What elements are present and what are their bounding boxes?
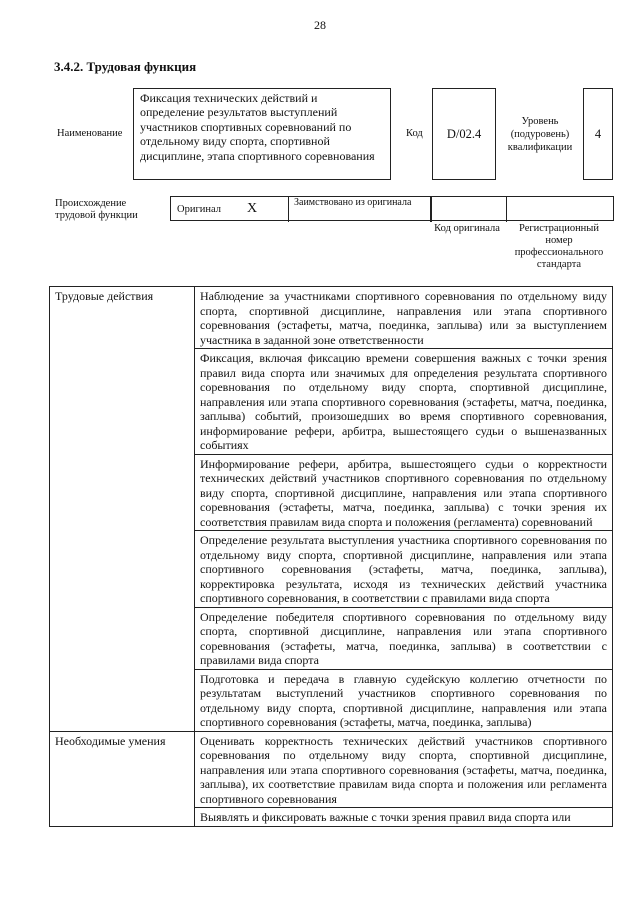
borrowed-label: Заимствовано из оригинала <box>294 197 412 208</box>
item-cell: Определение победителя спортивного соревнования по отдельному виду спорта, спортивной дисциплине, направления или этапа спортивного соревнования (эстафеты, матча, поединка, заплыва) в соответствии с правилами вида спорта <box>195 607 613 669</box>
function-name-value: Фиксация технических действий и определение результатов выступлений участников спортивных соревнований по отдельному виду спорта, спортивной дисциплине, этапа спортивного соревнования <box>140 91 375 163</box>
original-label: Оригинал <box>177 204 221 215</box>
code-original-caption: Код оригинала <box>434 223 500 234</box>
table-row <box>50 731 613 808</box>
page-number: 28 <box>314 18 326 32</box>
item-cell: Выявлять и фиксировать важные с точки зрения правил вида спорта или <box>195 808 613 827</box>
labor-function-table <box>49 286 613 827</box>
borrowed-cell <box>289 197 431 222</box>
original-cell <box>171 197 289 222</box>
name-label: Наименование <box>57 128 123 139</box>
item-cell: Определение результата выступления участника спортивного соревнования по отдельному виду спорта, спортивной дисциплине, направления или этапа спортивного соревнования (эстафеты, матча, поединка, заплыва), корректировка результата, исходя из технических действий участника спортивного соревнования, в соответствии с правилами вида спорта <box>195 531 613 608</box>
original-mark: X <box>247 201 258 216</box>
category-cell: Трудовые действия <box>50 287 195 732</box>
section-heading: 3.4.2. Трудовая функция <box>54 59 197 74</box>
level-box <box>583 88 613 180</box>
item-cell: Информирование рефери, арбитра, вышестоящего судьи о корректности технических действий участников спортивного соревнования по отдельному виду спорта, спортивной дисциплине, направления или этапа спортивного соревнования (эстафеты, матча, поединка, заплыва) с точки зрения их соответствия правилам вида спорта и положения (регламента) соревнований <box>195 454 613 531</box>
code-box <box>432 88 496 180</box>
code-original-cell <box>431 197 507 222</box>
item-cell: Наблюдение за участниками спортивного соревнования по отдельному виду спорта, спортивной дисциплине, направления или этапа спортивного соревнования (эстафеты, матча, поединка, заплыва) или за выступлением участника в заданной зоне ответственности <box>195 287 613 349</box>
function-name-box <box>133 88 391 180</box>
reg-number-caption: Регистрационный номер профессионального стандарта <box>514 223 604 270</box>
item-cell: Фиксация, включая фиксацию времени совершения важных с точки зрения правил вида спорта или значимых для определения результата спортивного соревнования по отдельному виду спорта, спортивной дисциплине, направления или этапа спортивного соревнования (эстафеты, матча, поединка, заплыва) событий, произошедших во время спортивного соревнования, информирование рефери, арбитра, вышестоящего судьи о вышеназванных событиях <box>195 349 613 455</box>
origin-label: Происхождение трудовой функции <box>55 198 138 221</box>
level-value: 4 <box>594 126 602 141</box>
level-label: Уровень (подуровень) квалификации <box>507 116 573 153</box>
code-value: D/02.4 <box>446 126 482 141</box>
table-row <box>50 287 613 349</box>
item-cell: Оценивать корректность технических действий участников спортивного соревнования по отдельному виду спорта, спортивной дисциплине, направления или этапа спортивного соревнования (эстафеты, матча, поединка, заплыва), их соответствие правилам вида спорта и положения или регламента спортивного соревнования <box>195 731 613 808</box>
code-label: Код <box>406 128 423 139</box>
item-cell: Подготовка и передача в главную судейскую коллегию отчетности по результатам выступлений участников спортивного соревнования по отдельному виду спорта, спортивной дисциплине, направления или этапа спортивного соревнования (эстафеты, матча, поединка, заплыва) <box>195 669 613 731</box>
category-cell: Необходимые умения <box>50 731 195 826</box>
origin-row <box>170 196 614 221</box>
